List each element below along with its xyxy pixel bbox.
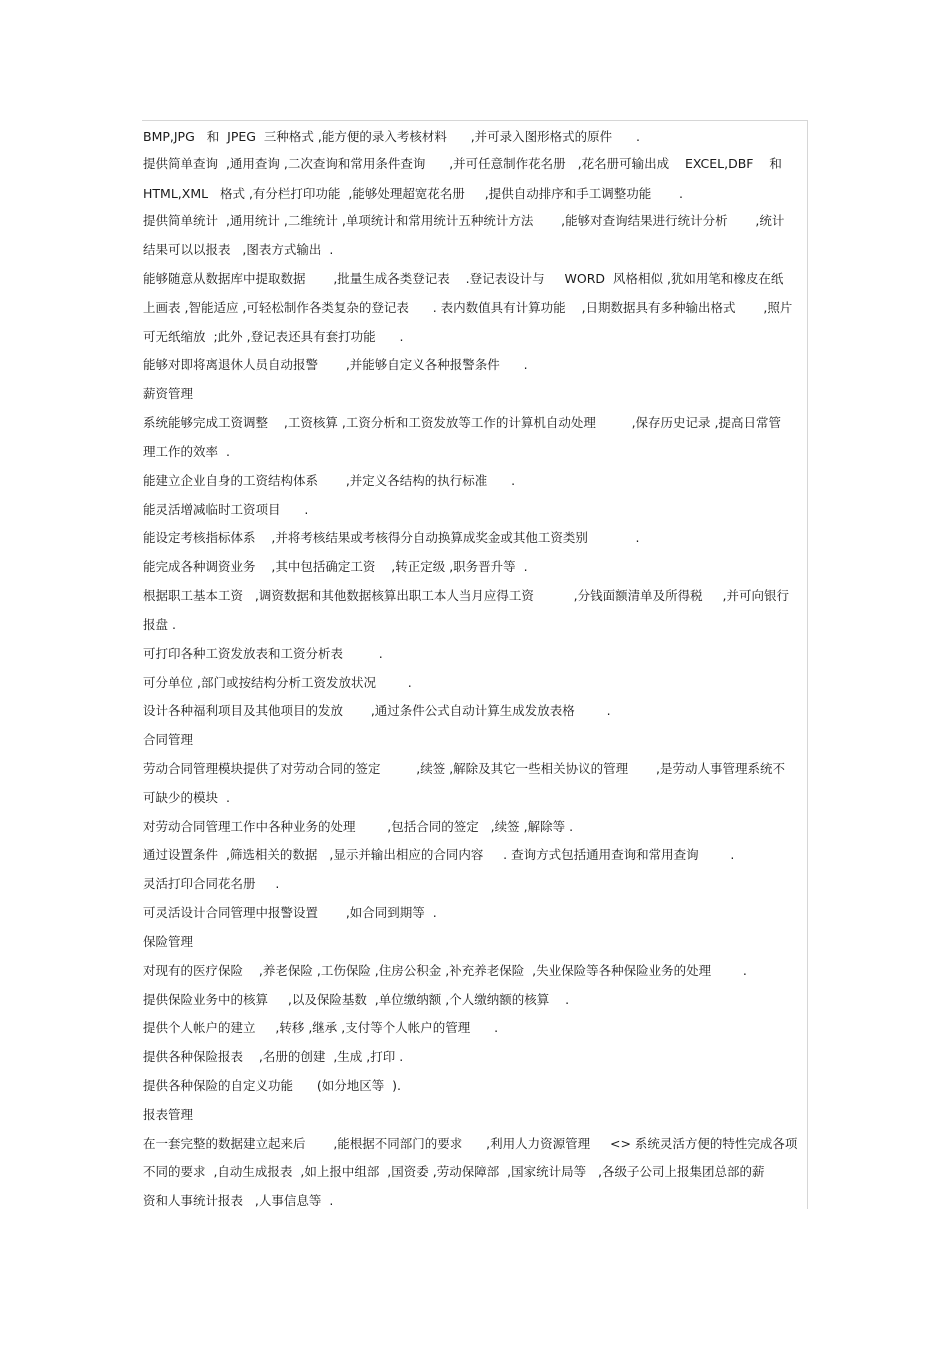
text-line: 可分单位 ,部门或按结构分析工资发放状况 . — [143, 675, 412, 690]
text-line: 对劳动合同管理工作中各种业务的处理 ,包括合同的签定 ,续签 ,解除等 . — [143, 819, 574, 834]
text-line: BMP,JPG 和 JPEG 三种格式 ,能方便的录入考核材料 ,并可录入图形格式的原件 . — [143, 129, 640, 144]
text-line: 提供简单查询 ,通用查询 ,二次查询和常用条件查询 ,并可任意制作花名册 ,花名册可输出成 EXCEL,DBF 和 — [143, 156, 782, 171]
text-line: 可缺少的模块 . — [143, 790, 230, 805]
text-line: 能够对即将离退休人员自动报警 ,并能够自定义各种报警条件 . — [143, 357, 528, 372]
text-line: 系统能够完成工资调整 ,工资核算 ,工资分析和工资发放等工作的计算机自动处理 ,保存历史记录 ,提高日常管 — [143, 415, 781, 430]
section-heading: 保险管理 — [143, 934, 194, 949]
text-line: 对现有的医疗保险 ,养老保险 ,工伤保险 ,住房公积金 ,补充养老保险 ,失业保险等各种保险业务的处理 . — [143, 963, 747, 978]
text-line: 理工作的效率 . — [143, 444, 230, 459]
text-line: 不同的要求 ,自动生成报表 ,如上报中组部 ,国资委 ,劳动保障部 ,国家统计局等 ,各级子公司上报集团总部的薪 — [143, 1164, 765, 1179]
text-line: 在一套完整的数据建立起来后 ,能根据不同部门的要求 ,利用人力资源管理 <> 系统灵活方便的特性完成各项 — [143, 1136, 798, 1151]
text-line: 报盘 . — [143, 617, 176, 632]
text-line: 能完成各种调资业务 ,其中包括确定工资 ,转正定级 ,职务晋升等 . — [143, 559, 528, 574]
text-line: 提供保险业务中的核算 ,以及保险基数 ,单位缴纳额 ,个人缴纳额的核算 . — [143, 992, 570, 1007]
text-line: 灵活打印合同花名册 . — [143, 876, 280, 891]
text-line: 提供简单统计 ,通用统计 ,二维统计 ,单项统计和常用统计五种统计方法 ,能够对查询结果进行统计分析 ,统计 — [143, 213, 785, 228]
text-line: 提供个人帐户的建立 ,转移 ,继承 ,支付等个人帐户的管理 . — [143, 1020, 499, 1035]
section-heading: 合同管理 — [143, 732, 194, 747]
text-line: 资和人事统计报表 ,人事信息等 . — [143, 1193, 334, 1208]
text-line: HTML,XML 格式 ,有分栏打印功能 ,能够处理超宽花名册 ,提供自动排序和手工调整功能 . — [143, 186, 683, 201]
section-heading: 薪资管理 — [143, 386, 194, 401]
text-line: 能建立企业自身的工资结构体系 ,并定义各结构的执行标准 . — [143, 473, 516, 488]
text-line: 能够随意从数据库中提取数据 ,批量生成各类登记表 .登记表设计与 WORD 风格相似 ,犹如用笔和橡皮在纸 — [143, 271, 784, 286]
text-line: 提供各种保险报表 ,名册的创建 ,生成 ,打印 . — [143, 1049, 404, 1064]
text-line: 可打印各种工资发放表和工资分析表 . — [143, 646, 383, 661]
text-line: 设计各种福利项目及其他项目的发放 ,通过条件公式自动计算生成发放表格 . — [143, 703, 611, 718]
text-line: 可灵活设计合同管理中报警设置 ,如合同到期等 . — [143, 905, 437, 920]
text-line: 通过设置条件 ,筛选相关的数据 ,显示并输出相应的合同内容 . 查询方式包括通用查询和常用查询 . — [143, 847, 735, 862]
section-heading: 报表管理 — [143, 1107, 194, 1122]
text-line: 根据职工基本工资 ,调资数据和其他数据核算出职工本人当月应得工资 ,分钱面额清单及所得税 ,并可向银行 — [143, 588, 789, 603]
text-line: 能设定考核指标体系 ,并将考核结果或考核得分自动换算成奖金或其他工资类别 . — [143, 530, 640, 545]
text-line: 提供各种保险的自定义功能 (如分地区等 ). — [143, 1078, 402, 1093]
text-line: 可无纸缩放 ;此外 ,登记表还具有套打功能 . — [143, 329, 404, 344]
text-line: 劳动合同管理模块提供了对劳动合同的签定 ,续签 ,解除及其它一些相关协议的管理 ,是劳动人事管理系统不 — [143, 761, 785, 776]
text-line: 能灵活增减临时工资项目 . — [143, 502, 309, 517]
text-line: 结果可以以报表 ,图表方式输出 . — [143, 242, 334, 257]
text-line: 上画表 ,智能适应 ,可轻松制作各类复杂的登记表 . 表内数值具有计算功能 ,日期数据具有多种输出格式 ,照片 — [143, 300, 793, 315]
